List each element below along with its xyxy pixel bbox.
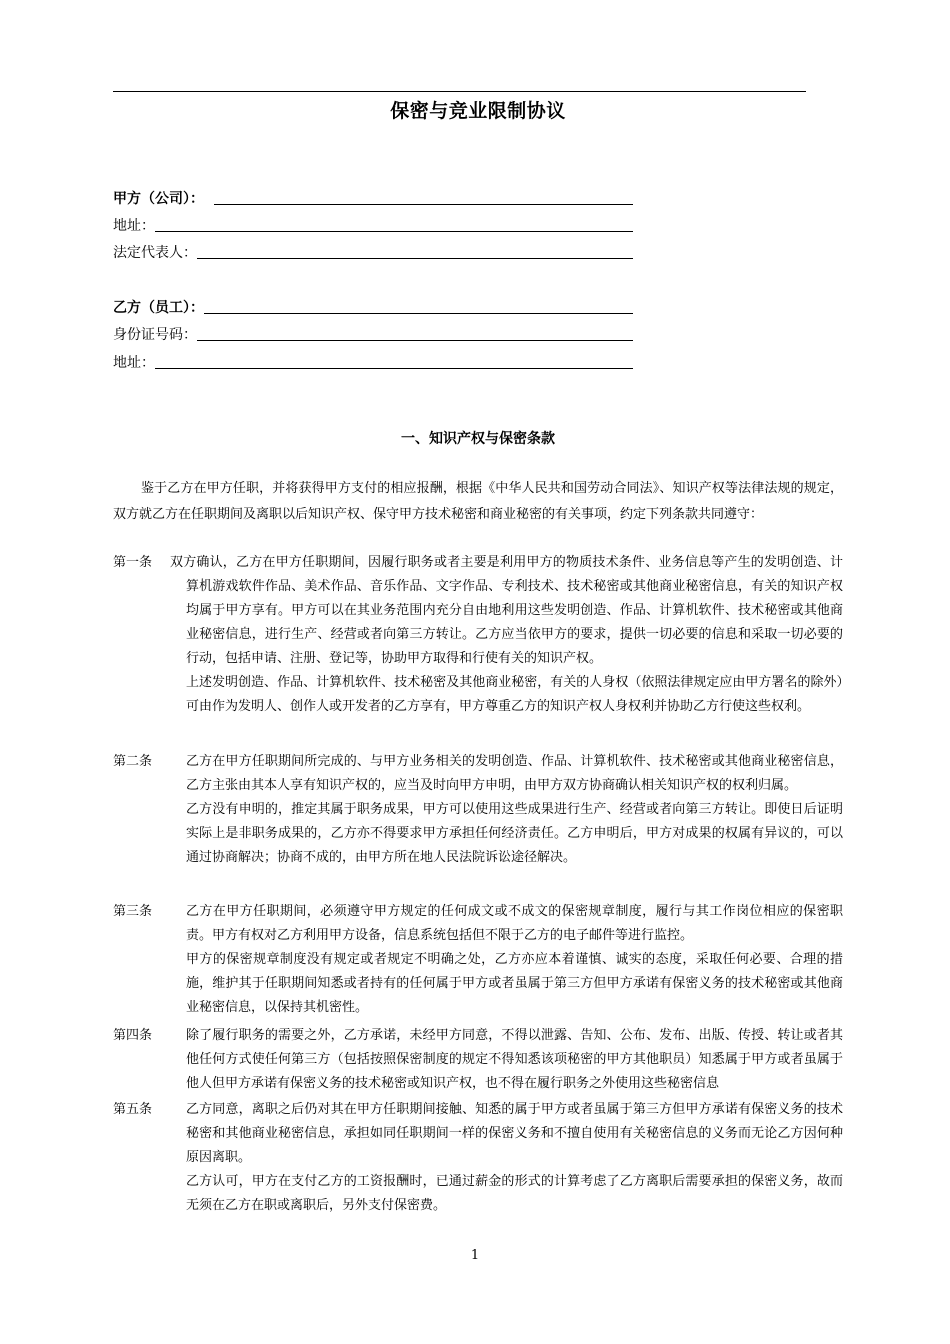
party-b-id-blank[interactable] (197, 324, 633, 341)
document-title: 保密与竞业限制协议 (390, 100, 566, 122)
article-body (186, 750, 843, 870)
party-a-line (113, 186, 633, 208)
article-number: 第一条 (113, 555, 153, 570)
party-b-label: 乙方（员工）： (113, 300, 204, 316)
article-paragraph: 乙方同意，离职之后仍对其在甲方任职期间接触、知悉的属于甲方或者虽属于第三方但甲方承诺有保密义务的技术秘密和其他商业秘密信息，承担如同任职期间一样的保密义务和不擅自使用有关秘密信息的义务而无论乙方因何种原因离职。 (186, 1102, 843, 1165)
article-number: 第二条 (113, 754, 153, 769)
article-paragraph: 双方确认，乙方在甲方任职期间，因履行职务或者主要是利用甲方的物质技术条件、业务信息等产生的发明创造、计算机游戏软件作品、美术作品、音乐作品、文字作品、专利技术、技术秘密或其他商业秘密信息，有关的知识产权均属于甲方享有。甲方可以在其业务范围内充分自由地利用这些发明创造、作品、计算机软件、技术秘密或其他商业秘密信息，进行生产、经营或者向第三方转让。乙方应当依甲方的要求，提供一切必要的信息和采取一切必要的行动，包括申请、注册、登记等，协助甲方取得和行使有关的知识产权。 (170, 555, 843, 666)
party-a-address-blank[interactable] (155, 215, 633, 232)
header-rule (113, 91, 806, 92)
party-b-id-line (113, 322, 633, 344)
section-heading: 一、知识产权与保密条款 (401, 431, 555, 447)
article-paragraph: 除了履行职务的需要之外，乙方承诺，未经甲方同意，不得以泄露、告知、公布、发布、出版、传授、转让或者其他任何方式使任何第三方（包括按照保密制度的规定不得知悉该项秘密的甲方其他职员）知悉属于甲方或者虽属于他人但甲方承诺有保密义务的技术秘密或知识产权，也不得在履行职务之外使用这些秘密信息 (186, 1028, 843, 1091)
article-paragraph: 甲方的保密规章制度没有规定或者规定不明确之处，乙方亦应本着谨慎、诚实的态度，采取任何必要、合理的措施，维护其于任职期间知悉或者持有的任何属于甲方或者虽属于第三方但甲方承诺有保密义务的技术秘密或其他商业秘密信息，以保持其机密性。 (186, 952, 843, 1015)
party-a-rep-blank[interactable] (197, 242, 633, 259)
article-4 (113, 1024, 843, 1096)
party-b-address-line (113, 350, 633, 372)
article-3 (113, 900, 843, 1020)
article-1 (113, 551, 843, 719)
article-number: 第三条 (113, 904, 153, 919)
article-2 (113, 750, 843, 870)
party-a-address-line (113, 213, 633, 235)
article-paragraph: 乙方在甲方任职期间，必须遵守甲方规定的任何成文或不成文的保密规章制度，履行与其工作岗位相应的保密职责。甲方有权对乙方利用甲方设备，信息系统包括但不限于乙方的电子邮件等进行监控。 (186, 904, 843, 943)
article-number: 第五条 (113, 1102, 153, 1117)
article-number: 第四条 (113, 1028, 153, 1043)
page-number: 1 (470, 1248, 480, 1263)
article-paragraph: 上述发明创造、作品、计算机软件、技术秘密及其他商业秘密，有关的人身权（依照法律规定应由甲方署名的除外）可由作为发明人、创作人或开发者的乙方享有，甲方尊重乙方的知识产权人身权利并协助乙方行使这些权利。 (186, 675, 843, 714)
article-paragraph: 乙方没有申明的，推定其属于职务成果，甲方可以使用这些成果进行生产、经营或者向第三方转让。即使日后证明实际上是非职务成果的，乙方亦不得要求甲方承担任何经济责任。乙方申明后，甲方对成果的权属有异议的，可以通过协商解决；协商不成的，由甲方所在地人民法院诉讼途径解决。 (186, 802, 843, 865)
article-5 (113, 1098, 843, 1218)
party-b-line (113, 295, 633, 317)
article-body (186, 900, 843, 1020)
intro-paragraph: 鉴于乙方在甲方任职，并将获得甲方支付的相应报酬，根据《中华人民共和国劳动合同法》、知识产权等法律法规的规定，双方就乙方在任职期间及离职以后知识产权、保守甲方技术秘密和商业秘密的有关事项，约定下列条款共同遵守： (113, 481, 843, 522)
party-b-address-blank[interactable] (155, 352, 633, 369)
article-body (170, 551, 843, 719)
article-paragraph: 乙方认可，甲方在支付乙方的工资报酬时，已通过薪金的形式的计算考虑了乙方离职后需要承担的保密义务，故而无须在乙方在职或离职后，另外支付保密费。 (186, 1174, 843, 1213)
party-b-id-label: 身份证号码： (113, 327, 197, 343)
article-body (186, 1024, 843, 1096)
party-a-rep-line (113, 240, 633, 262)
party-a-rep-label: 法定代表人： (113, 245, 197, 261)
article-paragraph: 乙方在甲方任职期间所完成的、与甲方业务相关的发明创造、作品、计算机软件、技术秘密或其他商业秘密信息，乙方主张由其本人享有知识产权的，应当及时向甲方申明，由甲方双方协商确认相关知识产权的权利归属。 (186, 754, 843, 793)
party-a-label: 甲方（公司）： (113, 191, 204, 207)
party-a-blank[interactable] (214, 188, 633, 205)
article-body (186, 1098, 843, 1218)
party-b-address-label: 地址： (113, 355, 155, 371)
party-a-address-label: 地址： (113, 218, 155, 234)
party-b-blank[interactable] (204, 297, 633, 314)
